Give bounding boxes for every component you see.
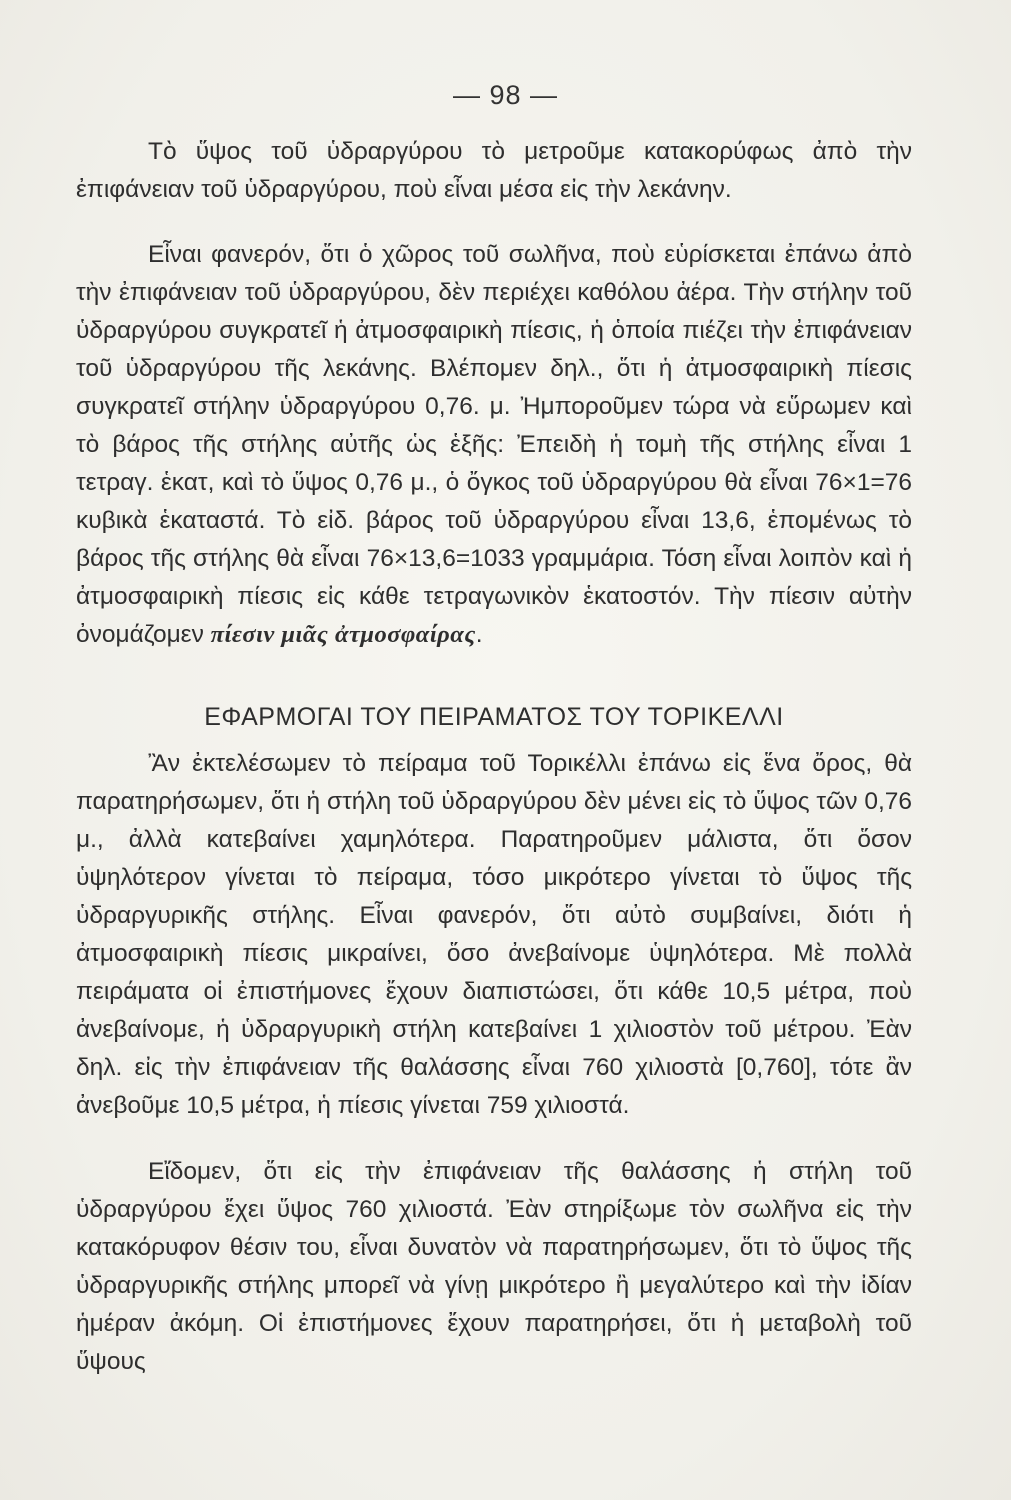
paragraph-1: Τὸ ὕψος τοῦ ὑδραργύρου τὸ μετροῦμε κατακορύφως ἀπὸ τὴν ἐπιφάνειαν τοῦ ὑδραργύρου, ποὺ εἶναι μέσα εἰς τὴν λεκάνην.: [76, 138, 912, 203]
text-block-4: [76, 1153, 912, 1381]
paragraph-2-text: Εἶναι φανερόν, ὅτι ὁ χῶρος τοῦ σωλῆνα, ποὺ εὑρίσκεται ἐπάνω ἀπὸ τὴν ἐπιφάνειαν τοῦ ὑδραργύρου, δὲν περιέχει καθόλου ἀέρα. Τὴν στήλην τοῦ ὑδραργύρου συγκρατεῖ ἡ ἀτμοσφαιρικὴ πίεσις, ἡ ὁποία πιέζει τὴν ἐπιφάνειαν τοῦ ὑδραργύρου τῆς λεκάνης. Βλέπομεν δηλ., ὅτι ἡ ἀτμοσφαιρικὴ πίεσις συγκρατεῖ στήλην ὑδραργύρου 0,76. μ. Ἠμποροῦμεν τώρα νὰ εὕρωμεν καὶ τὸ βάρος τῆς στήλης αὐτῆς ὡς ἑξῆς: Ἐπειδὴ ἡ τομὴ τῆς στήλης εἶναι 1 τετραγ. ἑκατ, καὶ τὸ ὕψος 0,76 μ., ὁ ὄγκος τοῦ ὑδραργύρου θὰ εἶναι 76×1=76 κυβικὰ ἑκαταστά. Τὸ εἰδ. βάρος τοῦ ὑδραργύρου εἶναι 13,6, ἑπομένως τὸ βάρος τῆς στήλης θὰ εἶναι 76×13,6=1033 γραμμάρια. Τόση εἶναι λοιπὸν καὶ ἡ ἀτμοσφαιρικὴ πίεσις εἰς κάθε τετραγωνικὸν ἑκατοστόν. Τὴν πίεσιν αὐτὴν ὀνομάζομεν: [76, 241, 912, 648]
section-heading: ΕΦΑΡΜΟΓΑΙ ΤΟΥ ΠΕΙΡΑΜΑΤΟΣ ΤΟΥ ΤΟΡΙΚΕΛΛΙ: [204, 703, 784, 731]
paragraph-2: [76, 236, 912, 654]
paragraph-3: Ἂν ἐκτελέσωμεν τὸ πείραμα τοῦ Τορικέλλι ἐπάνω εἰς ἕνα ὄρος, θὰ παρατηρήσωμεν, ὅτι ἡ στήλη τοῦ ὑδραργύρου δὲν μένει εἰς τὸ ὕψος τῶν 0,76 μ., ἀλλὰ κατεβαίνει χαμηλότερα. Παρατηροῦμεν μάλιστα, ὅτι ὅσον ὑψηλότερον γίνεται τὸ πείραμα, τόσο μικρότερο γίνεται τὸ ὕψος τῆς ὑδραργυρικῆς στήλης. Εἶναι φανερόν, ὅτι αὐτὸ συμβαίνει, διότι ἡ ἀτμοσφαιρικὴ πίεσις μικραίνει, ὅσο ἀνεβαίνομε ὑψηλότερα. Μὲ πολλὰ πειράματα οἱ ἐπιστήμονες ἔχουν διαπιστώσει, ὅτι κάθε 10,5 μέτρα, ποὺ ἀνεβαίνομε, ἡ ὑδραργυρικὴ στήλη κατεβαίνει 1 χιλιοστὸν τοῦ μέτρου. Ἐὰν δηλ. εἰς τὴν ἐπιφάνειαν τῆς θαλάσσης εἶναι 760 χιλιοστὰ [0,760], τότε ἂν ἀνεβοῦμε 10,5 μέτρα, ἡ πίεσις γίνεται 759 χιλιοστά.: [76, 750, 912, 1119]
paragraph-2-end: .: [475, 621, 483, 648]
term-one-atmosphere: πίεσιν μιᾶς ἀτμοσφαίρας: [210, 621, 476, 648]
paragraph-4: Εἴδομεν, ὅτι εἰς τὴν ἐπιφάνειαν τῆς θαλάσσης ἡ στήλη τοῦ ὑδραργύρου ἔχει ὕψος 760 χιλιοστά. Ἐὰν στηρίξωμε τὸν σωλῆνα εἰς τὴν κατακόρυφον θέσιν του, εἶναι δυνατὸν νὰ παρατηρήσωμεν, ὅτι τὸ ὕψος τῆς ὑδραργυρικῆς στήλης μπορεῖ νὰ γίνῃ μικρότερο ἢ μεγαλύτερο καὶ τὴν ἰδίαν ἡμέραν ἀκόμη. Οἱ ἐπιστήμονες ἔχουν παρατηρήσει, ὅτι ἡ μεταβολὴ τοῦ ὕψους: [76, 1158, 912, 1375]
page-number: — 98 —: [452, 80, 559, 110]
text-block-3: [76, 745, 912, 1125]
text-block-2: [76, 236, 912, 654]
text-block-1: [76, 133, 912, 209]
